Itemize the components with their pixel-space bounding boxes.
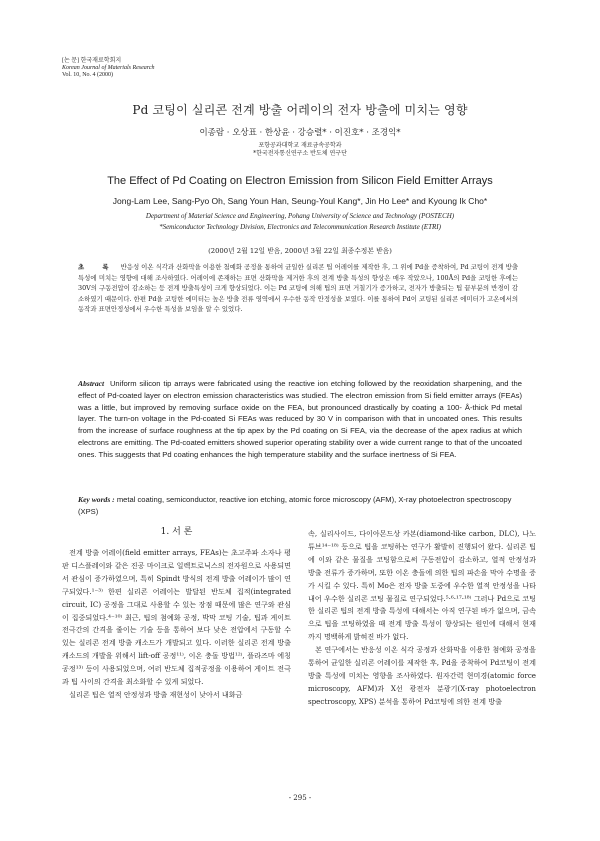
received-dates: (2000년 2월 12일 받음, 2000년 3월 22일 최종수정본 받음) [208,247,392,255]
abstract-english-label: Abstract [78,379,105,388]
title-korean: Pd 코팅이 실리콘 전계 방출 어레이의 전자 방출에 미치는 영향 [132,103,468,117]
paragraph: 속, 실리사이드, 다이아몬드상 카본(diamond-like carbon, DLC), 나노튜브¹⁴⁻¹⁸⁾ 등으로 팁을 코팅하는 연구가 활발히 진행되어 왔다. 실리콘 팁에 이와 같은 물질을 코팅함으로써 구동전압이 감소하고, 열적 안정성과 방출 전류가 증가하며, 또한 이온 충돌에 의한 팁의 파손을 막아 수명을 증가 시킬 수 있다. 특히 Mo은 전자 방출 도중에 우수한 열적 안정성을 나타내어 우수한 실리콘 코팅 물질로 연구되었다.⁵·⁶·¹⁷·¹⁸⁾ 그러나 Pd으로 코팅한 실리콘 팁의 전계 방출 특성에 대해서는 아직 연구된 바가 없으며, 금속으로 팁을 코팅하였을 때 전계 방출 특성이 향상되는 원인에 대해서 현재까지 명백하게 밝혀진 바가 없다. [308,529,536,642]
authors-korean: 이종람 · 오상표 · 한상윤 · 강승렬* · 이진호* · 조경익* [199,128,401,138]
affiliation-english-1: Department of Material Science and Engineering, Pohang University of Science and Technology (POSTECH) [145,212,455,220]
affiliations-english [0,211,600,233]
keywords [78,494,522,518]
abstract-english-text: Uniform silicon tip arrays were fabricated using the reactive ion etching followed by the reoxidation sharpening, and the effect of Pd-coated layer on electron emission characteristics was studied. The electron emission from Si field emitter arrays (FEAs) was a little, but improved by removing surface oxide on the FEA, but pronounced drastically by coating a 100- Å-thick Pd metal layer. The turn-on voltage in the Pd-coated Si FEAs was reduced by 30 V in comparison with that in uncoated ones. This results from the increase of surface roughness at the tip apex by the Pd coating on Si FEA, via the decrease of the apex radius at which electrons are emitting. The Pd-coated emitters showed superior operating stability over a wide current range to that of the uncoated ones. This suggests that Pd coating enhances the high temperature stability and the surface inertness of Si FEA. [78,379,522,459]
body-column-left [62,547,291,702]
journal-label: [논 문] 한국재료학회지 [62,58,122,64]
affiliation-korean-1: 포항공과대학교 재료금속공학과 [258,142,342,149]
authors-english: Jong-Lam Lee, Sang-Pyo Oh, Sang Youn Han, Seung-Youl Kang*, Jin Ho Lee* and Kyoung Ik Cho* [112,196,488,206]
paragraph: 본 연구에서는 반응성 이온 식각 공정과 산화막을 이용한 첨예화 공정을 통하여 균일한 실리콘 어레이를 제작한 후, Pd을 증착하여 Pd코팅이 전계 방출 특성에 미치는 영향을 조사하였다. 원자간력 현미경(atomic force microscopy, AFM)과 X선 광전자 분광기(X-ray photoelectron spectroscopy, XPS) 분석을 통하여 Pd코팅에 의한 전계 방출 [308,645,536,706]
paragraph: 전계 방출 어레이(field emitter arrays, FEAs)는 초고주파 소자나 평판 디스플레이와 같은 진공 마이크로 일렉트로닉스의 전자원으로 사용되면서 관심이 증가하였으며, 특히 Spindt 방식의 전계 방출 어레이가 많이 연구되었다.¹⁻³⁾ 한편 실리콘 어레이는 발달된 반도체 집적(integrated circuit, IC) 공정을 그대로 사용할 수 있는 장점 때문에 많은 연구와 관심이 집중되었다.⁴⁻¹⁰⁾ 최근, 팁의 첨예화 공정, 박막 코팅 기술, 팁과 게이트 전극간의 간격을 줄이는 기술 등을 통하여 보다 낮은 전압에서 구동할 수 있는 실리콘 전계 방출 캐소드가 개발되고 있다. 이러한 실리콘 전계 방출 캐소드의 개발을 위해서 lift-off 공정¹¹⁾, 이온 충돌 방법¹²⁾, 플라즈마 에칭 공정¹³⁾ 등이 사용되었으며, 여러 반도체 집적공정을 이용하여 게이트 전극과 팁 사이의 간격을 최소화할 수 있게 되었다. [62,548,291,687]
abstract-korean-label: 초 록 [78,263,117,271]
title-english: The Effect of Pd Coating on Electron Emission from Silicon Field Emitter Arrays [107,175,493,187]
paragraph: 실리콘 팁은 열적 안정성과 방출 재현성이 낮아서 내화금 [69,689,243,699]
affiliations-korean [0,142,600,158]
keywords-label: Key words : [78,495,115,504]
page-number: - 295 - [288,794,312,802]
journal-header [62,58,155,80]
body-column-right [308,528,536,709]
abstract-korean [78,262,518,315]
abstract-korean-text: 반응성 이온 식각과 산화막을 이용한 첨예화 공정을 통하여 균일한 실리콘 팁 어레이를 제작한 후, 그 위에 Pd을 증착하여, Pd 코팅이 전계 방출특성에 미치는 영향에 대해 조사하였다. 어레이에 존재하는 표면 산화막을 제거한 후의 전계 방출 특성의 향상은 매우 작았으나, 100Å의 Pd을 코팅한 후에는 30V의 구동전압이 감소하는 등 전계 방출특성이 크게 향상되었다. 이는 Pd 코팅에 의해 팁의 표면 거칠기가 증가하고, 전자가 방출되는 팁 끝부분의 반경이 감소하였기 때문이다. 한편 Pd을 코팅한 에미터는 높은 방출 전류 영역에서 우수한 동작 안정성을 보였다. 이를 통하여 Pd이 코팅된 실리콘 에미터가 고온에서의 동작과 표면안정성에서 우수한 특성을 보임을 알 수 있었다. [78,263,518,314]
section-heading-introduction: 1. 서 론 [160,527,193,537]
abstract-english [78,378,522,461]
affiliation-english-2: *Semiconductor Technology Division, Electronics and Telecommunication Research Institute (ETRI) [159,223,441,231]
affiliation-korean-2: *한국전자통신연구소 반도체 연구단 [253,150,347,157]
journal-volume: Vol. 10, No. 4 (2000) [62,72,114,79]
keywords-text: metal coating, semiconductor, reactive ion etching, atomic force microscopy (AFM), X-ray photoelectron spectroscopy (XPS) [78,495,512,516]
journal-name: Korean Journal of Materials Research [62,65,155,72]
